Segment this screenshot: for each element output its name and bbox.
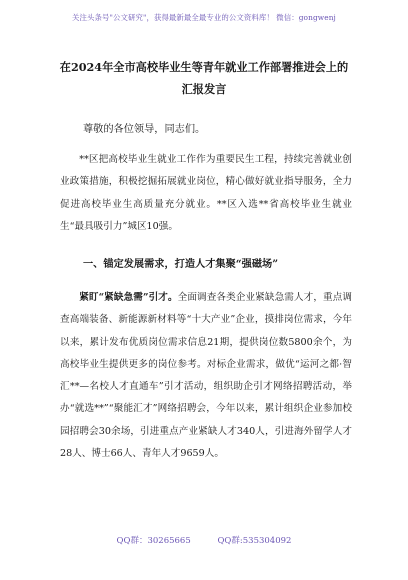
header-banner: 关注头条号"公文研究"，获得最新最全最专业的公文资料库！ 微信：gongwenj	[72, 13, 336, 22]
document-title-line-1: 在2024年全市高校毕业生等青年就业工作部署推进会上的	[59, 60, 349, 74]
section-paragraph	[60, 287, 352, 465]
salutation: 尊敬的各位领导，同志们。	[83, 124, 206, 135]
footer-qq-group-1: QQ群：30265665	[116, 536, 191, 546]
section-lead-phrase: 紧盯“紧缺急需”引才。	[79, 292, 178, 303]
document-title-line-2: 汇报发言	[181, 82, 227, 96]
section-heading: 一、锚定发展需求，打造人才集聚“强磁场”	[83, 258, 279, 270]
footer-qq-group-2: QQ群:535304092	[217, 536, 292, 546]
intro-paragraph: **区把高校毕业生就业工作作为重要民生工程，持续完善就业创业政策措施，积极挖掘拓展就业岗位，精心做好就业指导服务，全力促进高校毕业生高质量充分就业。**区入选**省高校毕业生就业生“最具吸引力”城区10强。	[60, 154, 352, 232]
section-body-text: 全面调查各类企业紧缺急需人才，重点调查高端装备、新能源新材料等“十大产业”企业，摸排岗位需求，今年以来，累计发布优质岗位需求信息21期，提供岗位数5800余个，为高校毕业生提供更多的岗位参考。对标企业需求，做优“运河之都·智汇**—名校人才直通车”引才活动，组织助企引才网络招聘活动，举办“就选**”“聚能汇才”网络招聘会，今年以来，累计组织企业参加校园招聘会30余场，引进重点产业紧缺人才340人，引进海外留学人才28人、博士66人、青年人才9659人。	[60, 292, 353, 460]
footer	[0, 534, 408, 546]
